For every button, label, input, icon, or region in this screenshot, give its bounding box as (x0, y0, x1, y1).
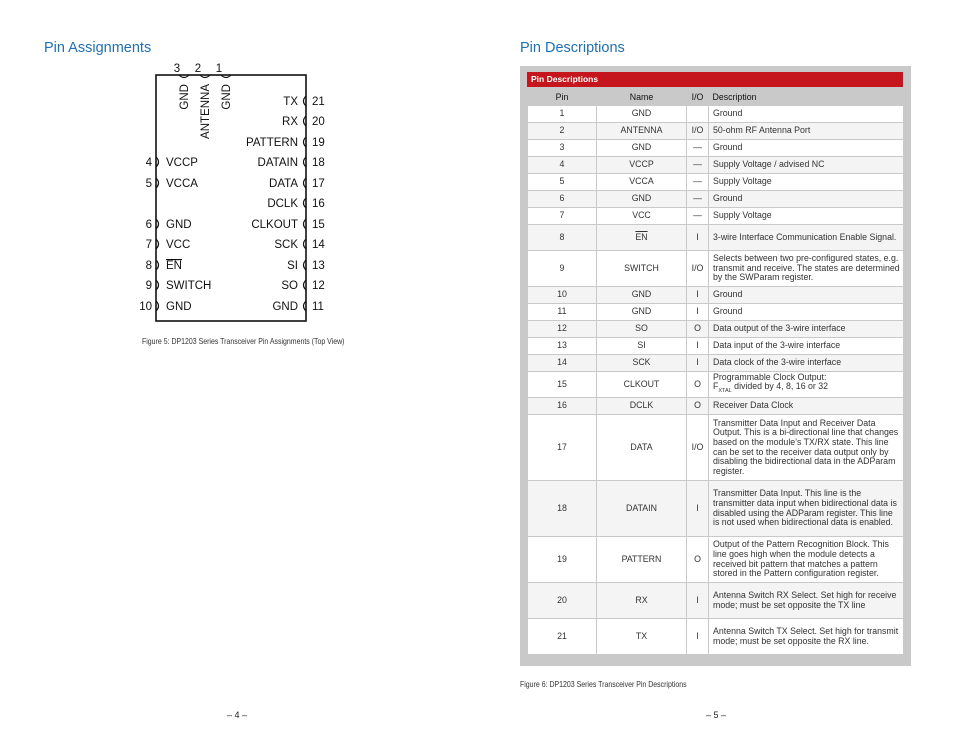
cell-io: — (687, 140, 709, 157)
pin-number-9: 9 (145, 280, 152, 292)
header-name: Name (597, 88, 687, 106)
cell-description: Antenna Switch TX Select. Set high for transmit mode; must be set opposite the RX line. (709, 619, 904, 655)
cell-name: SWITCH (597, 251, 687, 287)
cell-pin: 5 (528, 174, 597, 191)
cell-pin: 15 (528, 372, 597, 398)
cell-pin: 20 (528, 583, 597, 619)
cell-description: Supply Voltage (709, 208, 904, 225)
table-header-row (528, 88, 904, 106)
pin-connector-10 (156, 301, 159, 311)
pin-connector-19 (304, 137, 307, 147)
table-row (528, 481, 904, 537)
pin-number-21: 21 (312, 96, 325, 108)
cell-description: Ground (709, 106, 904, 123)
pin-connector-21 (304, 96, 307, 106)
pin-descriptions-table (527, 88, 904, 655)
cell-io: — (687, 208, 709, 225)
table-row (528, 208, 904, 225)
cell-pin: 1 (528, 106, 597, 123)
cell-name: VCCP (597, 157, 687, 174)
cell-description: Ground (709, 287, 904, 304)
cell-io (687, 106, 709, 123)
cell-name: PATTERN (597, 537, 687, 583)
pin-number-2: 2 (194, 63, 202, 75)
divider-text: divided by 4, 8, 16 or 32 (731, 381, 829, 392)
cell-io: O (687, 398, 709, 415)
pin-label-top-2: ANTENNA (200, 84, 212, 139)
table-row (528, 355, 904, 372)
header-pin: Pin (528, 88, 597, 106)
table-row (528, 157, 904, 174)
cell-io: I (687, 619, 709, 655)
pin-number-3: 3 (173, 63, 181, 75)
cell-name: RX (597, 583, 687, 619)
pin-label-pattern: PATTERN (246, 137, 298, 149)
cell-pin: 12 (528, 321, 597, 338)
table-row (528, 251, 904, 287)
cell-name: ANTENNA (597, 123, 687, 140)
table-row (528, 191, 904, 208)
cell-io: I (687, 287, 709, 304)
table-row (528, 123, 904, 140)
table-row (528, 398, 904, 415)
xtal-subscript: XTAL (718, 387, 732, 394)
cell-description: Supply Voltage (709, 174, 904, 191)
cell-name: TX (597, 619, 687, 655)
cell-description: Data clock of the 3-wire interface (709, 355, 904, 372)
pin-number-19: 19 (312, 137, 325, 149)
table-row (528, 338, 904, 355)
pin-connector-2 (200, 75, 210, 78)
cell-description: Ground (709, 140, 904, 157)
pin-label-data: DATA (269, 178, 298, 190)
cell-pin: 16 (528, 398, 597, 415)
description-line: Programmable Clock Output: (713, 371, 827, 382)
en-overline-label: $\overline{EN}$ (635, 231, 648, 242)
cell-pin: 7 (528, 208, 597, 225)
cell-name: GND (597, 106, 687, 123)
cell-pin: 8 (528, 225, 597, 251)
pin-label-datain: DATAIN (257, 157, 298, 169)
cell-io: O (687, 537, 709, 583)
cell-description: 50-ohm RF Antenna Port (709, 123, 904, 140)
pin-label-sck: SCK (274, 239, 298, 251)
cell-name (597, 225, 687, 251)
table-title: Pin Descriptions (527, 72, 903, 87)
page-number-left: – 4 – (227, 710, 248, 720)
pin-connector-14 (304, 239, 307, 249)
pin-number-8: 8 (145, 260, 152, 272)
cell-pin: 4 (528, 157, 597, 174)
cell-pin: 2 (528, 123, 597, 140)
cell-io: I (687, 583, 709, 619)
pin-connector-20 (304, 116, 307, 126)
pin-label-dclk: DCLK (267, 198, 298, 210)
cell-pin: 6 (528, 191, 597, 208)
pin-label-vcca: VCCA (166, 178, 198, 190)
pin-label-rx: RX (282, 116, 298, 128)
cell-description: Antenna Switch RX Select. Set high for receive mode; must be set opposite the TX line (709, 583, 904, 619)
cell-io: O (687, 372, 709, 398)
cell-io: O (687, 321, 709, 338)
cell-description: Receiver Data Clock (709, 398, 904, 415)
pin-number-11: 11 (312, 301, 324, 313)
pin-assignments-heading: Pin Assignments (44, 40, 152, 56)
cell-description: 3-wire Interface Communication Enable Signal. (709, 225, 904, 251)
pin-label-top-1: GND (221, 84, 233, 110)
cell-io: I/O (687, 251, 709, 287)
pin-connector-16 (304, 198, 307, 208)
cell-pin: 9 (528, 251, 597, 287)
cell-description: Ground (709, 191, 904, 208)
cell-description: Selects between two pre-configured states, e.g. transmit and receive. The states are determined by the SWParam register. (709, 251, 904, 287)
cell-pin: 11 (528, 304, 597, 321)
table-row (528, 140, 904, 157)
chip-outline (156, 75, 306, 321)
pin-label-switch: SWITCH (166, 280, 212, 292)
cell-pin: 19 (528, 537, 597, 583)
table-row (528, 225, 904, 251)
pin-number-16: 16 (312, 198, 325, 210)
cell-io: — (687, 174, 709, 191)
table-row (528, 174, 904, 191)
cell-name: DATAIN (597, 481, 687, 537)
cell-io: I (687, 304, 709, 321)
table-row (528, 415, 904, 481)
figure-6-caption: Figure 6: DP1203 Series Transceiver Pin Descriptions (520, 679, 687, 689)
header-io: I/O (687, 88, 709, 106)
pin-number-13: 13 (312, 260, 325, 272)
pin-number-18: 18 (312, 157, 325, 169)
pin-label-gnd: GND (272, 301, 298, 313)
pin-label-gnd: GND (166, 301, 192, 313)
pin-connector-13 (304, 260, 307, 270)
cell-name: DATA (597, 415, 687, 481)
table-row (528, 372, 904, 398)
pin-number-17: 17 (312, 178, 325, 190)
pin-connector-8 (156, 260, 159, 270)
table-row (528, 619, 904, 655)
pin-number-15: 15 (312, 219, 325, 231)
cell-io: I/O (687, 123, 709, 140)
cell-name: GND (597, 304, 687, 321)
cell-description: Output of the Pattern Recognition Block. This line goes high when the module detects a received bit pattern that matches a pattern stored in the Pattern configuration register. (709, 537, 904, 583)
pin-connector-6 (156, 219, 159, 229)
pin-connector-11 (304, 301, 307, 311)
cell-name: DCLK (597, 398, 687, 415)
cell-description: Supply Voltage / advised NC (709, 157, 904, 174)
cell-name: SCK (597, 355, 687, 372)
pin-descriptions-heading: Pin Descriptions (520, 40, 625, 56)
cell-description (709, 372, 904, 398)
cell-pin: 18 (528, 481, 597, 537)
pin-label-clkout: CLKOUT (251, 219, 298, 231)
table-row (528, 287, 904, 304)
pin-connector-4 (156, 157, 159, 167)
cell-io: I/O (687, 415, 709, 481)
cell-name: GND (597, 140, 687, 157)
cell-io: I (687, 225, 709, 251)
cell-name: VCC (597, 208, 687, 225)
cell-pin: 13 (528, 338, 597, 355)
pin-label-vcc: VCC (166, 239, 191, 251)
pin-number-7: 7 (145, 239, 152, 251)
pin-number-20: 20 (312, 116, 325, 128)
pin-connector-18 (304, 157, 307, 167)
table-row (528, 304, 904, 321)
cell-pin: 10 (528, 287, 597, 304)
f-symbol: F (713, 381, 719, 392)
pin-number-10: 10 (139, 301, 152, 313)
cell-io: I (687, 481, 709, 537)
pin-number-4: 4 (145, 157, 152, 169)
cell-pin: 17 (528, 415, 597, 481)
pin-label-en: EN (166, 260, 182, 272)
pin-connector-17 (304, 178, 307, 188)
page-number-right: – 5 – (706, 710, 727, 720)
pin-connector-3 (179, 75, 189, 78)
pin-label-si: SI (287, 260, 298, 272)
cell-description: Data output of the 3-wire interface (709, 321, 904, 338)
pin-connector-1 (221, 75, 231, 78)
pin-connector-7 (156, 239, 159, 249)
table-row (528, 106, 904, 123)
cell-name: CLKOUT (597, 372, 687, 398)
pin-number-14: 14 (312, 239, 325, 251)
cell-description: Transmitter Data Input and Receiver Data Output. This is a bi-directional line that changes based on the module’s TX/RX state. This line can be set to the receiver data output only by disabling the bidirectional data in the ADParam register. (709, 415, 904, 481)
cell-description: Data input of the 3-wire interface (709, 338, 904, 355)
pin-label-vccp: VCCP (166, 157, 198, 169)
table-row (528, 537, 904, 583)
table-row (528, 321, 904, 338)
cell-name: SO (597, 321, 687, 338)
pin-connector-5 (156, 178, 159, 188)
cell-io: — (687, 157, 709, 174)
pin-number-12: 12 (312, 280, 325, 292)
cell-name: VCCA (597, 174, 687, 191)
pin-connector-12 (304, 280, 307, 290)
pin-number-1: 1 (215, 63, 223, 75)
cell-io: — (687, 191, 709, 208)
pin-connector-15 (304, 219, 307, 229)
cell-description: Ground (709, 304, 904, 321)
pin-label-tx: TX (283, 96, 298, 108)
figure-5-caption: Figure 5: DP1203 Series Transceiver Pin Assignments (Top View) (142, 336, 345, 346)
header-description: Description (709, 88, 904, 106)
cell-name: GND (597, 191, 687, 208)
cell-pin: 21 (528, 619, 597, 655)
pin-number-6: 6 (145, 219, 152, 231)
cell-name: SI (597, 338, 687, 355)
cell-pin: 14 (528, 355, 597, 372)
cell-pin: 3 (528, 140, 597, 157)
pin-label-so: SO (281, 280, 298, 292)
cell-name: GND (597, 287, 687, 304)
pin-label-top-3: GND (179, 84, 191, 110)
description-line-2 (713, 382, 900, 396)
table-row (528, 583, 904, 619)
pin-label-gnd: GND (166, 219, 192, 231)
cell-description: Transmitter Data Input. This line is the transmitter data input when bidirectional data is disabled using the ADParam register. This line is not used when bidirectional data is enabled. (709, 481, 904, 537)
cell-io: I (687, 338, 709, 355)
pin-connector-9 (156, 280, 159, 290)
cell-io: I (687, 355, 709, 372)
pin-descriptions-panel (520, 66, 911, 666)
pin-number-5: 5 (145, 178, 152, 190)
